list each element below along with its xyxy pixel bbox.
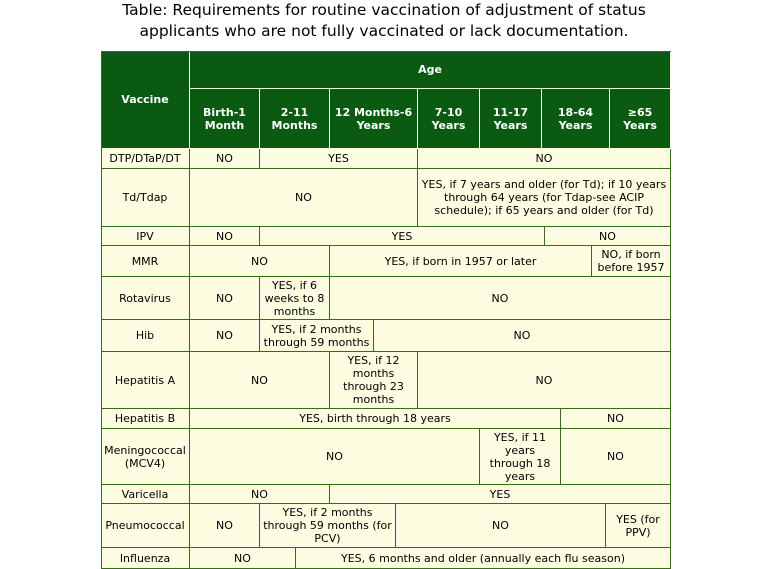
hepatitis-a-cell: NO	[418, 352, 671, 409]
td-cell: YES, if 7 years and older (for Td); if 10 years through 64 years (for Tdap-see ACIP schedule); if 65 years and older (for Td)	[418, 169, 671, 227]
header-col-65-plus-years: ≥65 Years	[610, 89, 671, 149]
dtp-cell: NO	[418, 149, 671, 169]
hib-cell: NO	[374, 320, 671, 352]
row-name-pneumococcal: Pneumococcal	[101, 504, 190, 548]
row-name-rotavirus: Rotavirus	[101, 277, 190, 320]
row-name-td-tdap: Td/Tdap	[101, 169, 190, 227]
rotavirus-cell: NO	[330, 277, 671, 320]
influenza-cell: YES, 6 months and older (annually each flu season)	[296, 548, 671, 569]
dtp-cell: YES	[260, 149, 418, 169]
hepatitis-b-cell: NO	[561, 409, 671, 429]
hepatitis-b-cell: YES, birth through 18 years	[190, 409, 561, 429]
meningococcal-cell: NO	[561, 429, 671, 485]
influenza-cell: NO	[190, 548, 296, 569]
ipv-cell: NO	[545, 227, 671, 246]
ipv-cell: YES	[260, 227, 545, 246]
meningococcal-cell: NO	[190, 429, 480, 485]
header-col-birth-1-month: Birth-1 Month	[190, 89, 260, 149]
header-col-7-10-years: 7-10 Years	[418, 89, 480, 149]
mmr-cell: NO	[190, 246, 330, 277]
pneumococcal-cell: NO	[190, 504, 260, 548]
hepatitis-a-cell: YES, if 12 months through 23 months	[330, 352, 418, 409]
vaccination-table	[101, 51, 671, 569]
header-col-18-64-years: 18-64 Years	[542, 89, 610, 149]
row-name-influenza: Influenza	[101, 548, 190, 569]
hepatitis-a-cell: NO	[190, 352, 330, 409]
meningococcal-cell: YES, if 11 years through 18 years	[480, 429, 561, 485]
header-col-2-11-months: 2-11 Months	[260, 89, 330, 149]
hib-cell: NO	[190, 320, 260, 352]
header-col-12-months-6-years: 12 Months-6 Years	[330, 89, 418, 149]
varicella-cell: NO	[190, 485, 330, 504]
hib-cell: YES, if 2 months through 59 months	[260, 320, 374, 352]
row-name-dtp: DTP/DTaP/DT	[101, 149, 190, 169]
pneumococcal-cell: YES (for PPV)	[606, 504, 671, 548]
title-line-1: Table: Requirements for routine vaccination of adjustment of status	[122, 1, 646, 19]
mmr-cell: YES, if born in 1957 or later	[330, 246, 592, 277]
mmr-cell: NO, if born before 1957	[592, 246, 671, 277]
header-vaccine: Vaccine	[101, 51, 190, 149]
page-title	[0, 0, 768, 42]
varicella-cell: YES	[330, 485, 671, 504]
header-age: Age	[190, 51, 671, 89]
row-name-hib: Hib	[101, 320, 190, 352]
row-name-mmr: MMR	[101, 246, 190, 277]
row-name-ipv: IPV	[101, 227, 190, 246]
row-name-varicella: Varicella	[101, 485, 190, 504]
pneumococcal-cell: NO	[396, 504, 606, 548]
rotavirus-cell: NO	[190, 277, 260, 320]
row-name-hepatitis-a: Hepatitis A	[101, 352, 190, 409]
row-name-meningococcal: Meningococcal (MCV4)	[101, 429, 190, 485]
ipv-cell: NO	[190, 227, 260, 246]
rotavirus-cell: YES, if 6 weeks to 8 months	[260, 277, 330, 320]
title-line-2: applicants who are not fully vaccinated or lack documentation.	[139, 22, 629, 40]
row-name-hepatitis-b: Hepatitis B	[101, 409, 190, 429]
pneumococcal-cell: YES, if 2 months through 59 months (for PCV)	[260, 504, 396, 548]
td-cell: NO	[190, 169, 418, 227]
dtp-cell: NO	[190, 149, 260, 169]
header-col-11-17-years: 11-17 Years	[480, 89, 542, 149]
